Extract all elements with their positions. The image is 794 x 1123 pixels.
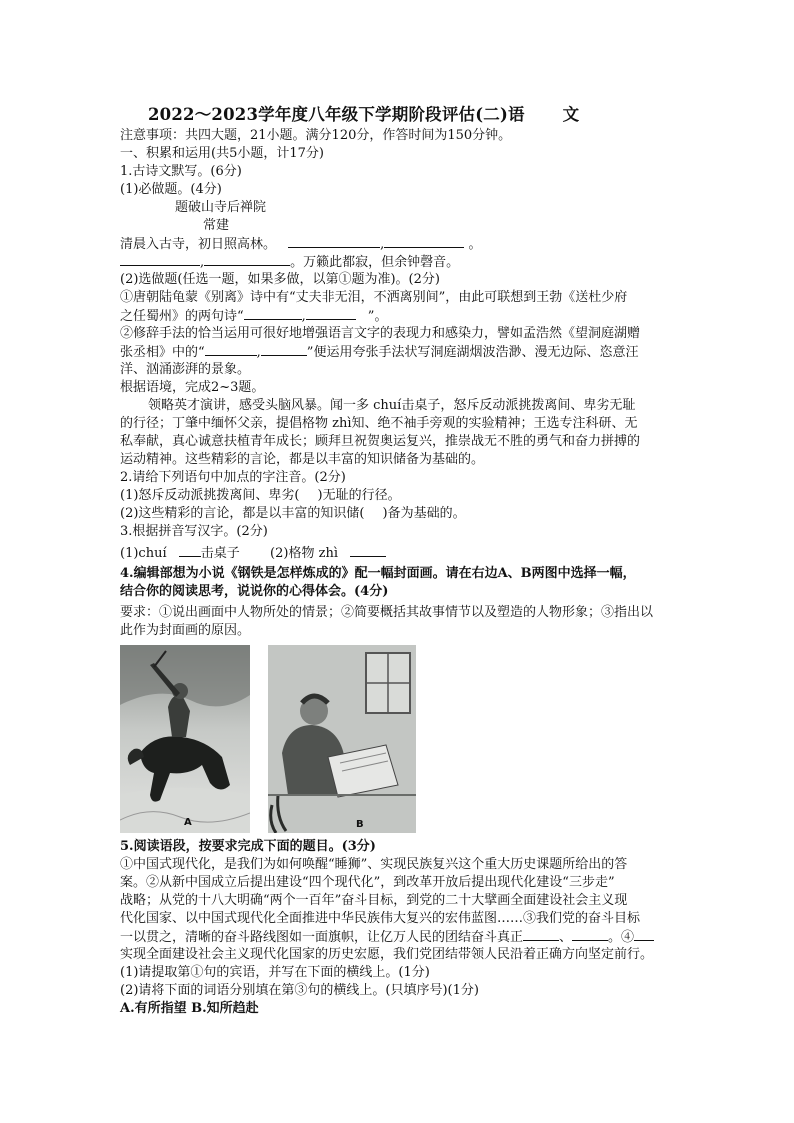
q5-passage: 实现全面建设社会主义现代化国家的历史宏愿，我们党团结带领人民沿着正确方向坚定前行。	[120, 947, 654, 962]
figure-a-cavalry-illustration	[120, 645, 250, 833]
q2-item2: (2)这些精彩的言论，都是以丰富的知识储( )备为基础的。	[120, 506, 466, 521]
section-heading: 一、积累和运用(共5小题，计17分)	[120, 146, 324, 161]
q2-item1: (1)怒斥反动派挑拨离间、卑劣( )无耻的行径。	[120, 488, 401, 503]
figure-b-writer-illustration	[268, 645, 416, 833]
q5-passage: 战略；从党的十八大明确“两个一百年”奋斗目标，到党的二十大擘画全面建设社会主义现	[120, 893, 628, 908]
q5-sub1: (1)请提取第①句的宾语，并写在下面的横线上。(1分)	[120, 965, 430, 980]
poem-line2: , 。万籁此都寂，但余钟磬音。	[120, 253, 459, 271]
page-title: 2022～2023学年度八年级下学期阶段评估(二)语 文	[148, 105, 580, 124]
q5-options: A.有所指望 B.知所趋赴	[120, 1001, 259, 1016]
answer-blank[interactable]	[306, 307, 356, 320]
q4-requirement: 要求：①说出画面中人物所处的情景；②简要概括其故事情节以及塑造的人物形象；③指出以	[120, 605, 654, 620]
answer-blank[interactable]	[261, 343, 307, 356]
q1-sub2: (2)选做题(任选一题，如果多做，以第①题为准)。(2分)	[120, 272, 440, 287]
q5-heading: 5.阅读语段，按要求完成下面的题目。(3分)	[120, 839, 376, 854]
figure-b-label: B	[356, 819, 364, 830]
q5-sub2: (2)请将下面的词语分别填在第③句的横线上。(只填序号)(1分)	[120, 983, 479, 998]
q1-opt1-line1: ①唐朝陆龟蒙《别离》诗中有“丈夫非无泪，不洒离别间”，由此可联想到王勃《送杜少府	[120, 290, 628, 305]
figure-a-label: A	[184, 817, 192, 828]
answer-blank[interactable]	[204, 253, 290, 266]
q4-heading-cont: 结合你的阅读思考，说说你的心得体会。(4分)	[120, 584, 389, 599]
context-paragraph: 领略英才演讲，感受头脑风暴。闻一多 chuí击桌子，怒斥反动派挑拨离间、卑劣无耻	[148, 398, 636, 413]
q5-passage: 代化国家、以中国式现代化全面推进中华民族伟大复兴的宏伟蓝图……③我们党的奋斗目标	[120, 911, 641, 926]
q4-requirement-cont: 此作为封面画的原因。	[120, 623, 251, 638]
q1-opt2-line2: 张丞相》中的“ , ”便运用夸张手法状写洞庭湖烟波浩渺、漫无边际、恣意汪	[120, 345, 639, 360]
q1-opt1-line2: 之任蜀州》的两句诗“ , ”。	[120, 309, 388, 324]
figure-a[interactable]	[120, 645, 250, 833]
context-paragraph: 的行径；丁肇中缅怀父亲，提倡格物 zhì知、绝不袖手旁观的实验精神；王选专注科研、无	[120, 416, 638, 431]
q1-opt2-line1: ②修辞手法的恰当运用可很好地增强语言文字的表现力和感染力，譬如孟浩然《望洞庭湖赠	[120, 326, 641, 341]
answer-blank[interactable]	[572, 928, 608, 941]
context-intro: 根据语境，完成2~3题。	[120, 380, 265, 395]
figure-b[interactable]	[268, 645, 416, 833]
q5-passage: 案。②从新中国成立后提出建设“四个现代化”，到改革开放后提出现代化建设“三步走”	[120, 875, 615, 890]
answer-blank[interactable]	[288, 235, 380, 248]
answer-blank[interactable]	[634, 928, 654, 941]
q4-heading: 4.编辑部想为小说《钢铁是怎样炼成的》配一幅封面画。请在右边A、B两图中选择一幅，	[120, 566, 636, 581]
answer-blank[interactable]	[523, 928, 559, 941]
answer-blank[interactable]	[120, 253, 200, 266]
answer-blank[interactable]	[179, 544, 201, 557]
answer-blank[interactable]	[205, 343, 257, 356]
poem-author: 常建	[203, 218, 230, 233]
notice: 注意事项：共四大题，21小题。满分120分，作答时间为150分钟。	[120, 128, 512, 143]
q1-sub1: (1)必做题。(4分)	[120, 182, 222, 197]
q2-heading: 2.请给下列语句中加点的字注音。(2分)	[120, 470, 346, 485]
q5-passage: 一以贯之，清晰的奋斗路线图如一面旗帜，让亿万人民的团结奋斗真正 、 。④	[120, 928, 654, 946]
poem-title: 题破山寺后禅院	[175, 200, 267, 215]
q3-heading: 3.根据拼音写汉字。(2分)	[120, 524, 268, 539]
q1-heading: 1.古诗文默写。(6分)	[120, 164, 242, 179]
poem-line1: 清晨入古寺，初日照高林。 , 。	[120, 237, 482, 252]
answer-blank[interactable]	[350, 544, 386, 557]
q5-passage: ①中国式现代化，是我们为如何唤醒“睡狮”、实现民族复兴这个重大历史课题所给出的答	[120, 857, 628, 872]
answer-blank[interactable]	[384, 235, 464, 248]
q3-items: (1)chuí 击桌子 (2)格物 zhì	[120, 544, 386, 562]
q1-opt2-line3: 洋、汹涌澎湃的景象。	[120, 362, 251, 377]
context-paragraph: 私奉献，真心诚意扶植青年成长；顾拜旦祝贺奥运复兴，推崇战无不胜的勇气和奋力拼搏的	[120, 434, 641, 449]
answer-blank[interactable]	[244, 307, 302, 320]
context-paragraph: 运动精神。这些精彩的言论，都是以丰富的知识储备为基础的。	[120, 452, 485, 467]
